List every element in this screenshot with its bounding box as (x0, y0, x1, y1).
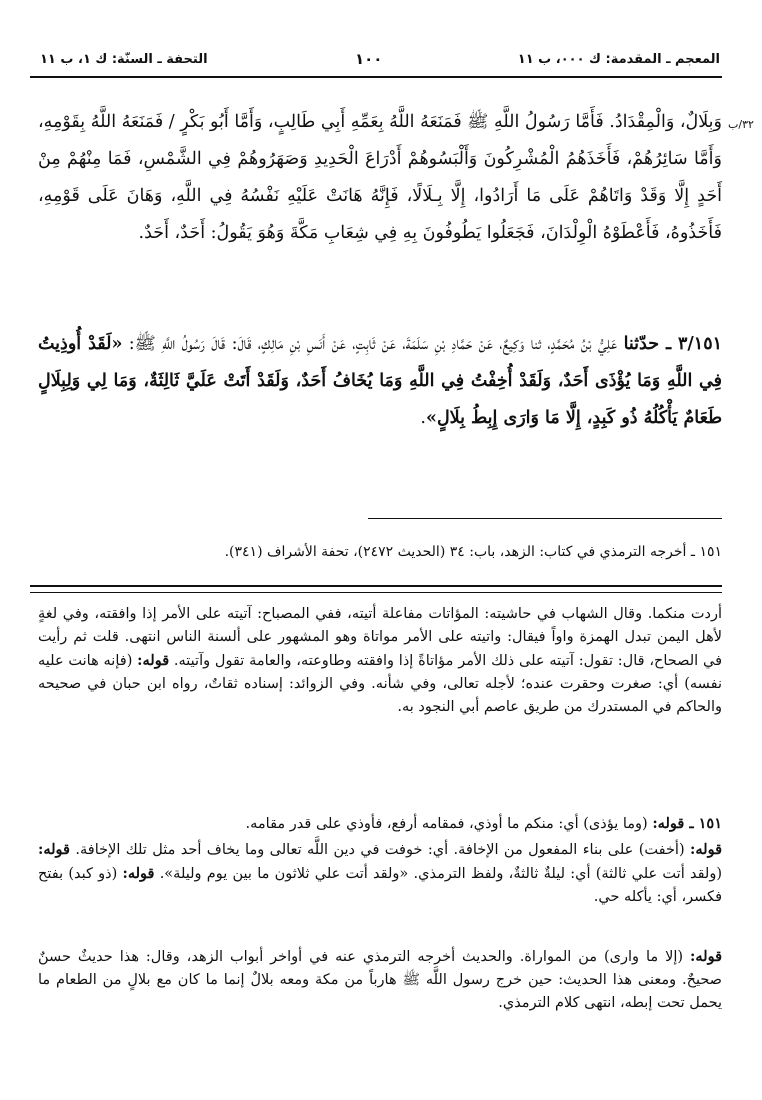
manuscript-folio-note: ٣٢/ب (728, 118, 754, 131)
hadith-text-continued: وَبِلَالٌ، وَالْمِقْدَادُ. فَأَمَّا رَسُولُ اللَّهِ ﷺ فَمَنَعَهُ اللَّهُ بِعَمِّهِ أَبِي طَالِبٍ، وَأَمَّا أَبُو بَكْرٍ / فَمَنَعَهُ اللَّهُ بِقَوْمِهِ، وَأَمَّا سَائِرُهُمْ، فَأَخَذَهُمُ الْمُشْرِكُونَ وَأَلْبَسُوهُمْ أَدْرَاعَ الْحَدِيدِ وَصَهَرُوهُمْ فِي الشَّمْسِ، فَمَا مِنْهُمْ مِنْ أَحَدٍ إِلَّا وَقَدْ وَاتَاهُمْ عَلَى مَا أَرَادُوا، إِلَّا بِـلَالًا، فَإِنَّهُ هَانَتْ عَلَيْهِ نَفْسُهُ فِي اللَّهِ، وَهَانَ عَلَى قَوْمِهِ، فَأَخَذُوهُ، فَأَعْطَوْهُ الْوِلْدَانَ، فَجَعَلُوا يَطُوفُونَ بِهِ فِي شِعَابِ مَكَّةَ وَهُوَ يَقُولُ: أَحَدٌ، أَحَدٌ. (37, 112, 722, 243)
hadith-end-punct: . (420, 408, 426, 428)
keyword-qawluhu: قوله: (652, 815, 690, 832)
keyword-qawluhu: قوله: (122, 865, 155, 882)
hadith-number-lead: ٣/١٥١ ـ حدّثنا (623, 334, 722, 354)
takhrij-footnote: ١٥١ ـ أخرجه الترمذي في كتاب: الزهد، باب: ٣٤ (الحديث ٢٤٧٢)، تحفة الأشراف (٣٤١). (224, 544, 722, 560)
commentary-text: (فإنه هانت عليه نفسه) أي: صغرت وحقرت عنده؛ لأجله تعالى، وفي شأنه. وفي الزوائد: إسناده ثقاتٌ، رواه ابن حبان في صحيحه والحاكم في المستدرك من طريق عاصم أبي النجود به. (38, 653, 722, 715)
commentary-text: (أخفت) على بناء المفعول من الإخافة. أي: خوفت في دين اللَّه تعالى وما يخاف أحد مثل تلك الإخافة. (69, 842, 691, 858)
header-reference-left: التحفة ـ السنّة: ك ١، ب ١١ (40, 52, 208, 67)
commentary-separator (30, 585, 722, 593)
keyword-qawluhu: قوله: (137, 652, 170, 669)
commentary-number: ١٥١ ـ (689, 815, 722, 832)
commentary-text: (وما يؤذى) أي: منكم ما أوذي، فمقامه أرفع، فأوذي على قدر مقامه. (245, 816, 653, 832)
commentary-paragraph-3 (38, 838, 722, 909)
keyword-qawluhu: قوله: (38, 841, 70, 858)
commentary-paragraph-2 (38, 812, 722, 836)
keyword-qawluhu: قوله: (690, 841, 722, 858)
hadith-151 (38, 326, 722, 437)
running-header (30, 50, 720, 72)
hadith-matn-quote: «لَقَدْ أُوذِيتُ فِي اللَّهِ وَمَا يُؤْذَى أَحَدٌ، وَلَقَدْ أُخِفْتُ فِي اللَّهِ وَمَا يُخَافُ أَحَدٌ، وَلَقَدْ أَتَتْ عَلَيَّ ثَالِثَةٌ، وَمَا لِي وَلِبِلَالٍ طَعَامٌ يَأْكُلُهُ ذُو كَبِدٍ، إِلَّا مَا وَارَى إِبِطُ بِلَالٍ» (38, 334, 722, 428)
commentary-text: (ذو كبد) بفتح فكسر، أي: يأكله حي. (38, 866, 722, 905)
footnote-separator (368, 518, 722, 519)
keyword-qawluhu: قوله: (690, 948, 722, 965)
commentary-text: أردت منكما. وقال الشهاب في حاشيته: المؤاتات مفاعلة أتيته، ففي المصباح: آتيته على الأمر إذا وافقته، وفي لغةٍ لأهل اليمن تبدل الهمزة واواً فيقال: واتيته على الأمر مواتاة وهو المشهور على ألسنة الناس انتهى. قلت ثم رأيت في الصحاح، قال: تقول: آتيته على ذلك الأمر مؤاتاةً إذا وافقته وطاوعته، والعامة تقول وآتيته. (38, 606, 722, 669)
commentary-text: (إلا ما وارى) من المواراة. والحديث أخرجه الترمذي عنه في أواخر أبواب الزهد، وقال: هذا حديثٌ حسنٌ صحيحٌ. ومعنى هذا الحديث: حين خرج رسول اللَّه ﷺ هارباً من مكة ومعه بلالٌ إنما ما كان مع بلالٍ من الطعام ما يحمل تحت إبطه، انتهى كلام الترمذي. (38, 949, 722, 1011)
header-reference-right: المعجم ـ المقدمة: ك ٠٠٠، ب ١١ (517, 52, 720, 67)
header-rule (30, 76, 722, 78)
hadith-isnad: عَلِيُّ بْنُ مُحَمَّدٍ، ثنا وَكِيعٌ، عَنْ حَمَّادِ بْنِ سَلَمَةَ، عَنْ ثَابِتٍ، عَنْ أَنَسِ بْنِ مَالِكٍ، قَالَ: قَالَ رَسُولُ اللَّهِ ﷺ: (122, 334, 624, 354)
commentary-paragraph-4 (38, 945, 722, 1015)
commentary-paragraph-1 (38, 603, 722, 719)
commentary-text: (ولقد أتت علي ثالثة) أي: ليلةٌ ثالثةٌ، ولفظ الترمذي. «ولقد أتت علي ثلاثون ما بين يوم وليلة». (154, 866, 722, 882)
page-number: ١٠٠ (355, 50, 383, 68)
